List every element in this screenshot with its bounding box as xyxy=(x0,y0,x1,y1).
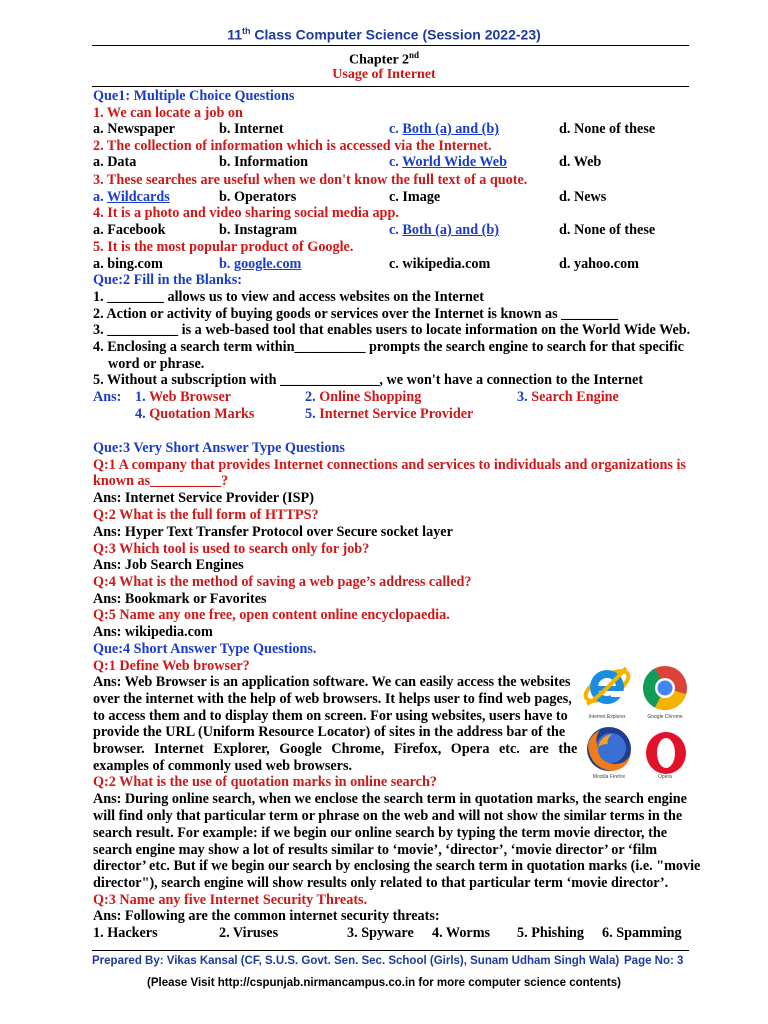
answers-label: Ans: xyxy=(93,389,122,405)
mcq-option: a. Data xyxy=(93,154,137,170)
fill-blank-line: 1. ________ allows us to view and access websites on the Internet xyxy=(93,289,484,305)
vs-answer-4: Ans: Bookmark or Favorites xyxy=(93,591,267,607)
mcq-option-correct: a. Wildcards xyxy=(93,189,170,205)
sa-answer-1-line: to access them and to display them on screen. For using websites, users have to xyxy=(93,708,568,724)
vs-question-1: Q:1 A company that provides Internet connections and services to individuals and organizations is xyxy=(93,457,686,473)
sa-answer-2-line: director"), search engine will show results only related to that particular term ‘movie director’. xyxy=(93,875,669,891)
mcq-question-2: 2. The collection of information which is accessed via the Internet. xyxy=(93,138,492,154)
mcq-option: d. yahoo.com xyxy=(559,256,640,272)
vs-question-3: Q:3 Which tool is used to search only for job? xyxy=(93,541,370,557)
section-heading-very-short: Que:3 Very Short Answer Type Questions xyxy=(93,440,345,456)
mcq-option: d. None of these xyxy=(559,222,656,238)
sa-answer-1-line: Ans: Web Browser is an application software. We can easily access the websites xyxy=(93,674,571,690)
opera-icon xyxy=(643,730,689,776)
sa-answer-2-line: search engine may show a lot of results similar to ‘movie’, ‘director’, ‘movie director’ or ‘film xyxy=(93,842,658,858)
mcq-option: c. wikipedia.com xyxy=(389,256,491,272)
footer-visit-note: (Please Visit http://cspunjab.nirmancampus.co.in for more computer science contents) xyxy=(147,977,621,989)
section-heading-short: Que:4 Short Answer Type Questions. xyxy=(93,641,317,657)
header-class-sup: th xyxy=(242,26,251,36)
sa-answer-2-line: Ans: During online search, when we enclose the search term in quotation marks, the search engine xyxy=(93,791,687,807)
sa-answer-3: Ans: Following are the common internet security threats: xyxy=(93,908,440,924)
mcq-option: c. Image xyxy=(389,189,441,205)
fill-blank-answer: 1. Web Browser xyxy=(135,389,232,405)
sa-answer-1-line: provide the URL (Uniform Resource Locator) of sites in the address bar of the xyxy=(93,724,566,740)
vs-question-2: Q:2 What is the full form of HTTPS? xyxy=(93,507,319,523)
mcq-option: b. Operators xyxy=(219,189,297,205)
chapter-title: Chapter 2nd xyxy=(348,50,420,68)
browser-caption: Google Chrome xyxy=(647,714,683,720)
sa-answer-2-line: search result. For example: if we begin our online search by typing the term movie director, the xyxy=(93,825,668,841)
browser-caption: Mozilla Firefox xyxy=(592,774,626,780)
mcq-option: a. bing.com xyxy=(93,256,163,272)
browser-caption: Internet Explorer xyxy=(588,714,626,720)
mcq-question-3: 3. These searches are useful when we don't know the full text of a quote. xyxy=(93,172,528,188)
threat-item: 6. Spamming xyxy=(602,925,682,941)
sa-answer-2-line: will find only that particular term or phrase on the web and will not show the similar terms in the xyxy=(93,808,683,824)
fill-blank-answer: 3. Search Engine xyxy=(517,389,619,405)
chapter-divider xyxy=(92,86,689,87)
mcq-option: d. None of these xyxy=(559,121,656,137)
mcq-option-correct: c. World Wide Web xyxy=(389,154,507,170)
chrome-icon xyxy=(641,664,689,712)
mcq-option: b. Information xyxy=(219,154,309,170)
page-header xyxy=(0,26,768,43)
threat-item: 4. Worms xyxy=(432,925,491,941)
sa-answer-1-line: browser. Internet Explorer, Google Chrome, Firefox, Opera etc. are the xyxy=(93,741,578,757)
fill-blank-line: 4. Enclosing a search term within__________ prompts the search engine to search for that specific xyxy=(93,339,684,355)
mcq-option: d. News xyxy=(559,189,607,205)
fill-blank-answer: 2. Online Shopping xyxy=(305,389,422,405)
sa-answer-1-line: examples of commonly used web browsers. xyxy=(93,758,353,774)
section-heading-mcq: Que1: Multiple Choice Questions xyxy=(93,88,295,104)
mcq-option: a. Facebook xyxy=(93,222,166,238)
vs-question-4: Q:4 What is the method of saving a web page’s address called? xyxy=(93,574,472,590)
mcq-question-4: 4. It is a photo and video sharing social media app. xyxy=(93,205,399,221)
mcq-option-correct: b. google.com xyxy=(219,256,302,272)
vs-answer-3: Ans: Job Search Engines xyxy=(93,557,244,573)
mcq-option-correct: c. Both (a) and (b) xyxy=(389,121,499,137)
mcq-option: b. Instagram xyxy=(219,222,298,238)
sa-question-3: Q:3 Name any five Internet Security Threats. xyxy=(93,892,368,908)
mcq-option-correct: c. Both (a) and (b) xyxy=(389,222,499,238)
mcq-question-1: 1. We can locate a job on xyxy=(93,105,243,121)
firefox-icon xyxy=(584,724,634,774)
fill-blank-answer: 5. Internet Service Provider xyxy=(305,406,474,422)
header-class-rest: Class Computer Science (Session 2022-23) xyxy=(250,26,541,43)
fill-blank-line: word or phrase. xyxy=(108,356,205,372)
mcq-option: d. Web xyxy=(559,154,602,170)
sa-answer-2-line: director’ etc. But if we begin our search by enclosing the search term in quotation marks (i.e. "movie xyxy=(93,858,701,874)
page-number: Page No: 3 xyxy=(624,955,684,967)
footer-divider xyxy=(92,950,689,951)
header-divider xyxy=(92,45,689,46)
threat-item: 1. Hackers xyxy=(93,925,158,941)
mcq-option: b. Internet xyxy=(219,121,284,137)
vs-answer-2: Ans: Hyper Text Transfer Protocol over Secure socket layer xyxy=(93,524,453,540)
footer-prepared-by: Prepared By: Vikas Kansal (CF, S.U.S. Govt. Sen. Sec. School (Girls), Sunam Udham Singh Wala) xyxy=(92,955,620,967)
mcq-question-5: 5. It is the most popular product of Google. xyxy=(93,239,354,255)
vs-answer-1: Ans: Internet Service Provider (ISP) xyxy=(93,490,314,506)
fill-blank-line: 5. Without a subscription with ______________, we won't have a connection to the Internet xyxy=(93,372,644,388)
fill-blank-line: 3. __________ is a web-based tool that enables users to locate information on the World Wide Web. xyxy=(93,322,691,338)
chapter-subtitle: Usage of Internet xyxy=(332,67,436,82)
threat-item: 2. Viruses xyxy=(219,925,279,941)
vs-answer-5: Ans: wikipedia.com xyxy=(93,624,213,640)
threat-item: 3. Spyware xyxy=(347,925,414,941)
section-heading-fill-blanks: Que:2 Fill in the Blanks: xyxy=(93,272,242,288)
vs-question-1-cont: known as__________? xyxy=(93,473,229,489)
sa-question-1: Q:1 Define Web browser? xyxy=(93,658,250,674)
internet-explorer-icon xyxy=(581,660,633,712)
threat-item: 5. Phishing xyxy=(517,925,585,941)
fill-blank-line: 2. Action or activity of buying goods or services over the Internet is known as ________ xyxy=(93,306,618,322)
browser-caption: Opera xyxy=(658,774,672,780)
mcq-option: a. Newspaper xyxy=(93,121,175,137)
sa-answer-1-line: over the internet with the help of web browsers. It helps user to find web pages, xyxy=(93,691,572,707)
sa-question-2: Q:2 What is the use of quotation marks in online search? xyxy=(93,774,437,790)
vs-question-5: Q:5 Name any one free, open content online encyclopaedia. xyxy=(93,607,450,623)
header-class-number: 11 xyxy=(227,26,243,43)
fill-blank-answer: 4. Quotation Marks xyxy=(135,406,255,422)
